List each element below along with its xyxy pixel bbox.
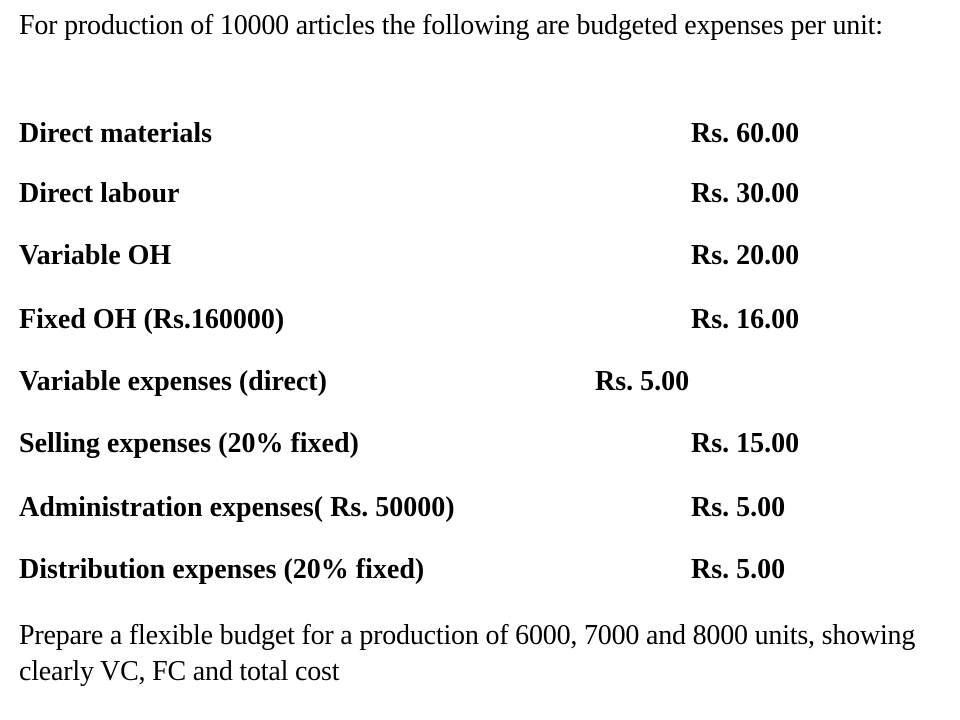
expense-label: Direct labour — [19, 178, 180, 209]
expense-row-variable-oh — [19, 238, 879, 274]
expense-row-variable-expenses — [19, 364, 879, 400]
expense-row-selling-expenses — [19, 426, 879, 462]
expense-label: Selling expenses (20% fixed) — [19, 428, 359, 459]
expense-amount: Rs. 5.00 — [691, 554, 786, 585]
expense-row-distribution-expenses — [19, 552, 879, 588]
expense-label: Direct materials — [19, 118, 213, 149]
expense-label: Variable expenses (direct) — [19, 366, 327, 397]
expense-amount: Rs. 30.00 — [691, 178, 800, 209]
expense-row-administration-expenses — [19, 490, 879, 526]
intro-paragraph: For production of 10000 articles the following are budgeted expenses per unit: — [19, 10, 883, 41]
expense-label: Fixed OH (Rs.160000) — [19, 304, 285, 335]
expense-label: Variable OH — [19, 240, 172, 271]
expense-amount: Rs. 5.00 — [595, 366, 690, 397]
expense-row-fixed-oh — [19, 302, 879, 338]
expense-amount: Rs. 20.00 — [691, 240, 800, 271]
expense-label: Administration expenses( Rs. 50000) — [19, 492, 455, 523]
expense-amount: Rs. 15.00 — [691, 428, 800, 459]
expense-row-direct-materials — [19, 116, 879, 152]
expense-amount: Rs. 16.00 — [691, 304, 800, 335]
closing-paragraph: Prepare a flexible budget for a production of 6000, 7000 and 8000 units, showing clearly VC, FC and total cost — [19, 620, 916, 687]
expense-amount: Rs. 60.00 — [691, 118, 800, 149]
expense-row-direct-labour — [19, 176, 879, 212]
expense-amount: Rs. 5.00 — [691, 492, 786, 523]
expense-label: Distribution expenses (20% fixed) — [19, 554, 425, 585]
